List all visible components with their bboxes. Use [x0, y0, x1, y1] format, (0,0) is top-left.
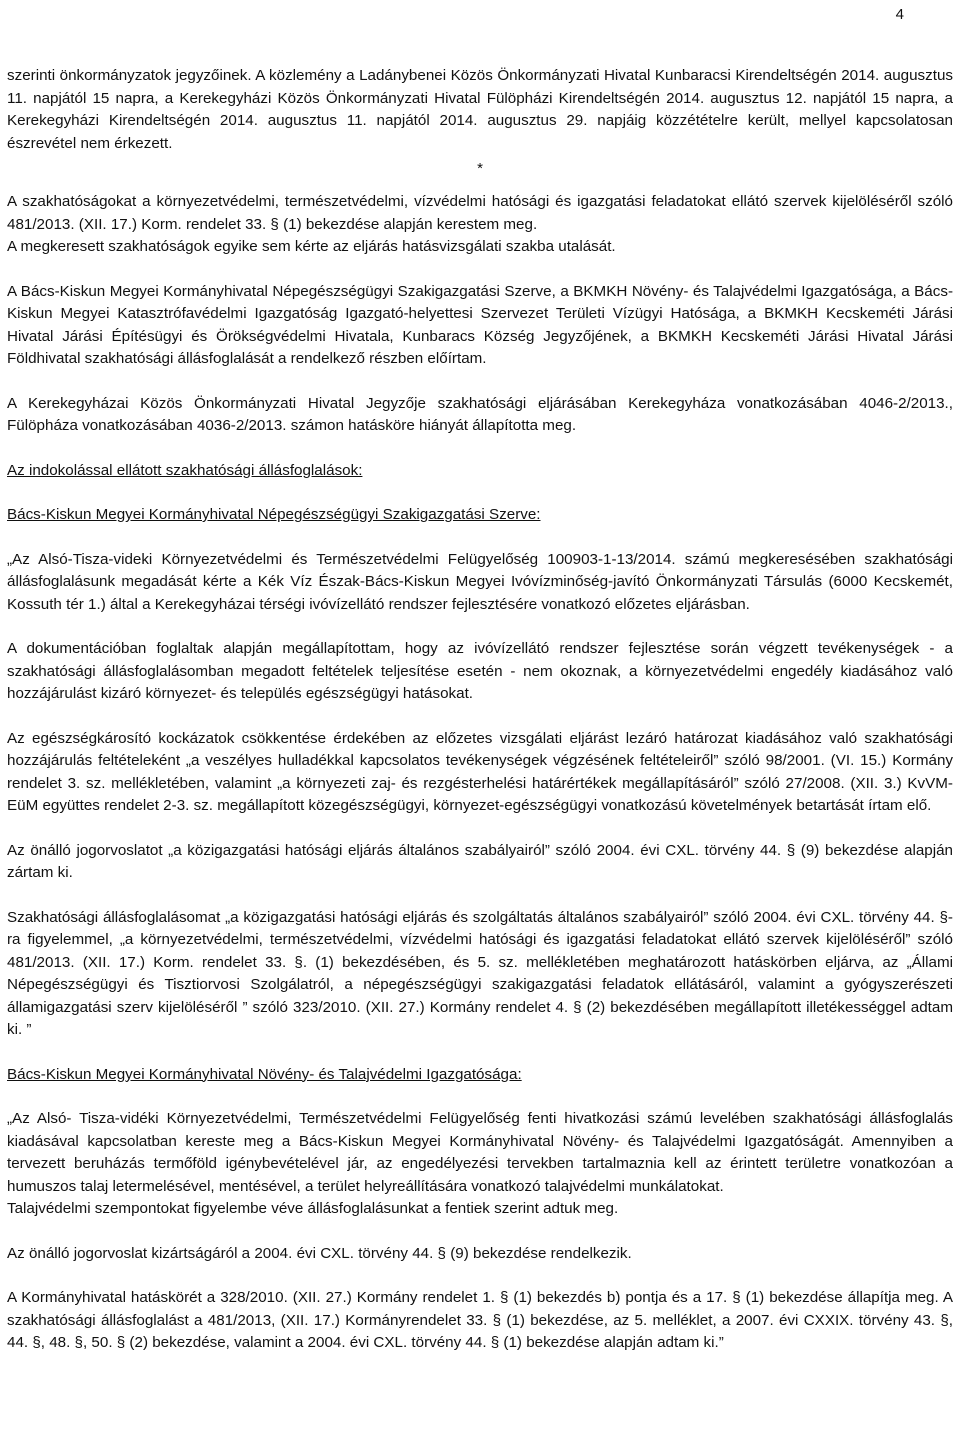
jegyzo-paragraph: A Kerekegyházai Közös Önkormányzati Hivatal Jegyzője szakhatósági eljárásában Kerekegyháza vonatkozásában 4046-2/2013., Fülöpháza vonatkozásában 4036-2/2013. számon hatásköre hiányát állapította meg. — [7, 394, 953, 434]
noveny-paragraph-2: Talajvédelmi szempontokat figyelembe véve állásfoglalásunkat a fentiek szerint adtuk meg. — [7, 1200, 619, 1217]
nepegeszsegugyi-paragraph-4: Az önálló jogorvoslatot „a közigazgatási hatósági eljárás általános szabályairól” szóló 2004. évi CXL. törvény 44. § (9) bekezdése alapján zártam ki. — [7, 841, 953, 881]
noveny-paragraph-1: „Az Alsó- Tisza-vidéki Környezetvédelmi, Természetvédelmi Felügyelőség fenti hivatkozási számú levelében szakhatósági állásfoglalás kiadásával kapcsolatban kereste meg a Bács-Kiskun Megyei Kormányhivatal Növény- és Talajvédelmi Igazgatóságát. Amennyiben a tervezett beruházás termőföld igénybevételével jár, az engedélyezési tervekben tartalmaznia kell az érintett területre vonatkozóan a humuszos talaj letermelésével, mentésével, a terület helyreállítására vonatkozó talajvédelmi munkálatokat. — [7, 1110, 953, 1195]
nepegeszsegugyi-paragraph-5: Szakhatósági állásfoglalásomat „a közigazgatási hatósági eljárás és szolgáltatás általános szabályairól” szóló 2004. évi CXL. törvény 44. §- ra figyelemmel, „a környezetvédelmi, természetvédelmi, vízvédelmi hatósági és igazgatási feladatokat ellátó szervek kijelöléséről” szóló 481/2013. (XII. 17.) Korm. rendelet 33. §. (1) bekezdésében, és 5. sz. mellékletében meghatározott hatáskörben eljárva, az „Állami Népegészségügyi és Tisztiorvosi Szolgálatról, a népegészségügyi szakigazgatási feladatok ellátásáról, valamint a gyógyszerészeti államigazgatási szerv kijelöléséről ” szóló 323/2010. (XII. 27.) Kormány rendelet 4. § (2) bekezdésében megállapított illetékességgel adtam ki. ” — [7, 908, 953, 1038]
page-number: 4 — [895, 6, 904, 23]
section-heading-noveny: Bács-Kiskun Megyei Kormányhivatal Növény- és Talajvédelmi Igazgatósága: — [7, 1065, 522, 1083]
authorities-list-paragraph: A Bács-Kiskun Megyei Kormányhivatal Népegészségügyi Szakigazgatási Szerve, a BKMKH Növény- és Talajvédelmi Igazgatósága, a Bács-Kiskun Megyei Katasztrófavédelmi Igazgatóság Igazgató-helyettesi Szervezet Területi Vízügyi Hatósága, a BKMKH Kecskeméti Járási Hivatal Járási Építésügyi és Örökségvédelmi Hivatala, Kunbaracs Község Jegyzőjének, a BKMKH Kecskeméti Járási Hivatal Járási Földhivatal szakhatósági állásfoglalását a rendelkező részben előírtam. — [7, 282, 953, 367]
nepegeszsegugyi-paragraph-2: A dokumentációban foglaltak alapján megállapítottam, hogy az ivóvízellátó rendszer fejlesztése során végzett tevékenységek - a szakhatósági állásfoglalásomban megadott feltételek teljesítése esetén - nem okoznak, a környezetvédelmi engedély kiadásához való hozzájárulást kizáró környezet- és település egészségügyi hatásokat. — [7, 640, 953, 702]
section-separator: * — [477, 160, 483, 177]
intro-paragraph: szerinti önkormányzatok jegyzőinek. A közlemény a Ladánybenei Közös Önkormányzati Hivatal Kunbaracsi Kirendeltségén 2014. augusztus 11. napjától 15 napra, a Kerekegyházi Közös Önkormányzati Hivatal Fülöpházi Kirendeltségén 2014. augusztus 12. napjától 15 napra, a Kerekegyházi Kirendeltségén 2014. augusztus 11. napjától 2014. augusztus 29. napjáig közzétételre került, mellyel kapcsolatosan észrevétel nem érkezett. — [7, 67, 953, 152]
section-heading-nepegeszsegugyi: Bács-Kiskun Megyei Kormányhivatal Népegészségügyi Szakigazgatási Szerve: — [7, 506, 541, 523]
section-heading-main: Az indokolással ellátott szakhatósági állásfoglalások: — [7, 461, 363, 479]
nepegeszsegugyi-paragraph-1: „Az Alsó-Tisza-videki Környezetvédelmi és Természetvédelmi Felügyelőség 100903-1-13/2014. számú megkeresésében szakhatósági állásfoglalásunk megadását kérte a Kék Víz Észak-Bács-Kiskun Megyei Ivóvízminőség-javító Önkormányzati Társulás (6000 Kecskemét, Kossuth tér 1.) által a Kerekegyházai térségi ivóvízellátó rendszer fejlesztésére vonatkozó előzetes eljárásban. — [7, 550, 953, 613]
noveny-paragraph-4: A Kormányhivatal hatáskörét a 328/2010. (XII. 27.) Kormány rendelet 1. § (1) bekezdés b) pontja és a 17. § (1) bekezdése állapítja meg. A szakhatósági állásfoglalást a 481/2013, (XII. 17.) Kormányrendelet 33. § (1) bekezdése, az 5. melléklet, a 2007. évi CXXIX. törvény 43. §, 44. §, 48. §, 50. § (2) bekezdése, valamint a 2004. évi CXL. törvény 44. § (1) bekezdése alapján adtam ki.” — [7, 1289, 953, 1351]
authorities-paragraph: A szakhatóságokat a környezetvédelmi, természetvédelmi, vízvédelmi hatósági és igazgatási feladatokat ellátó szervek kijelöléséről szóló 481/2013. (XII. 17.) Korm. rendelet 33. § (1) bekezdése alapján kerestem meg. — [7, 193, 953, 233]
nepegeszsegugyi-paragraph-3: Az egészségkárosító kockázatok csökkentése érdekében az előzetes vizsgálati eljárást lezáró határozat kiadásához való szakhatósági hozzájárulás feltételeként „a veszélyes hulladékkal kapcsolatos tevékenységek végzésének feltételeiről” szóló 98/2001. (VI. 15.) Kormány rendelet 3. sz. mellékletében, valamint „a környezeti zaj- és rezgésterhelési határértékek megállapításáról” szóló 27/2008. (XII. 3.) KvVM-EüM együttes rendelet 2-3. sz. megállapított közegészségügyi, környezet-egészségügyi vonatkozású követelmények betartását írtam elő. — [7, 729, 953, 814]
document-body — [7, 65, 953, 1355]
authorities-note: A megkeresett szakhatóságok egyike sem kérte az eljárás hatásvizsgálati szakba utalását. — [7, 238, 616, 255]
noveny-paragraph-3: Az önálló jogorvoslat kizártságáról a 2004. évi CXL. törvény 44. § (9) bekezdése rendelkezik. — [7, 1244, 632, 1262]
